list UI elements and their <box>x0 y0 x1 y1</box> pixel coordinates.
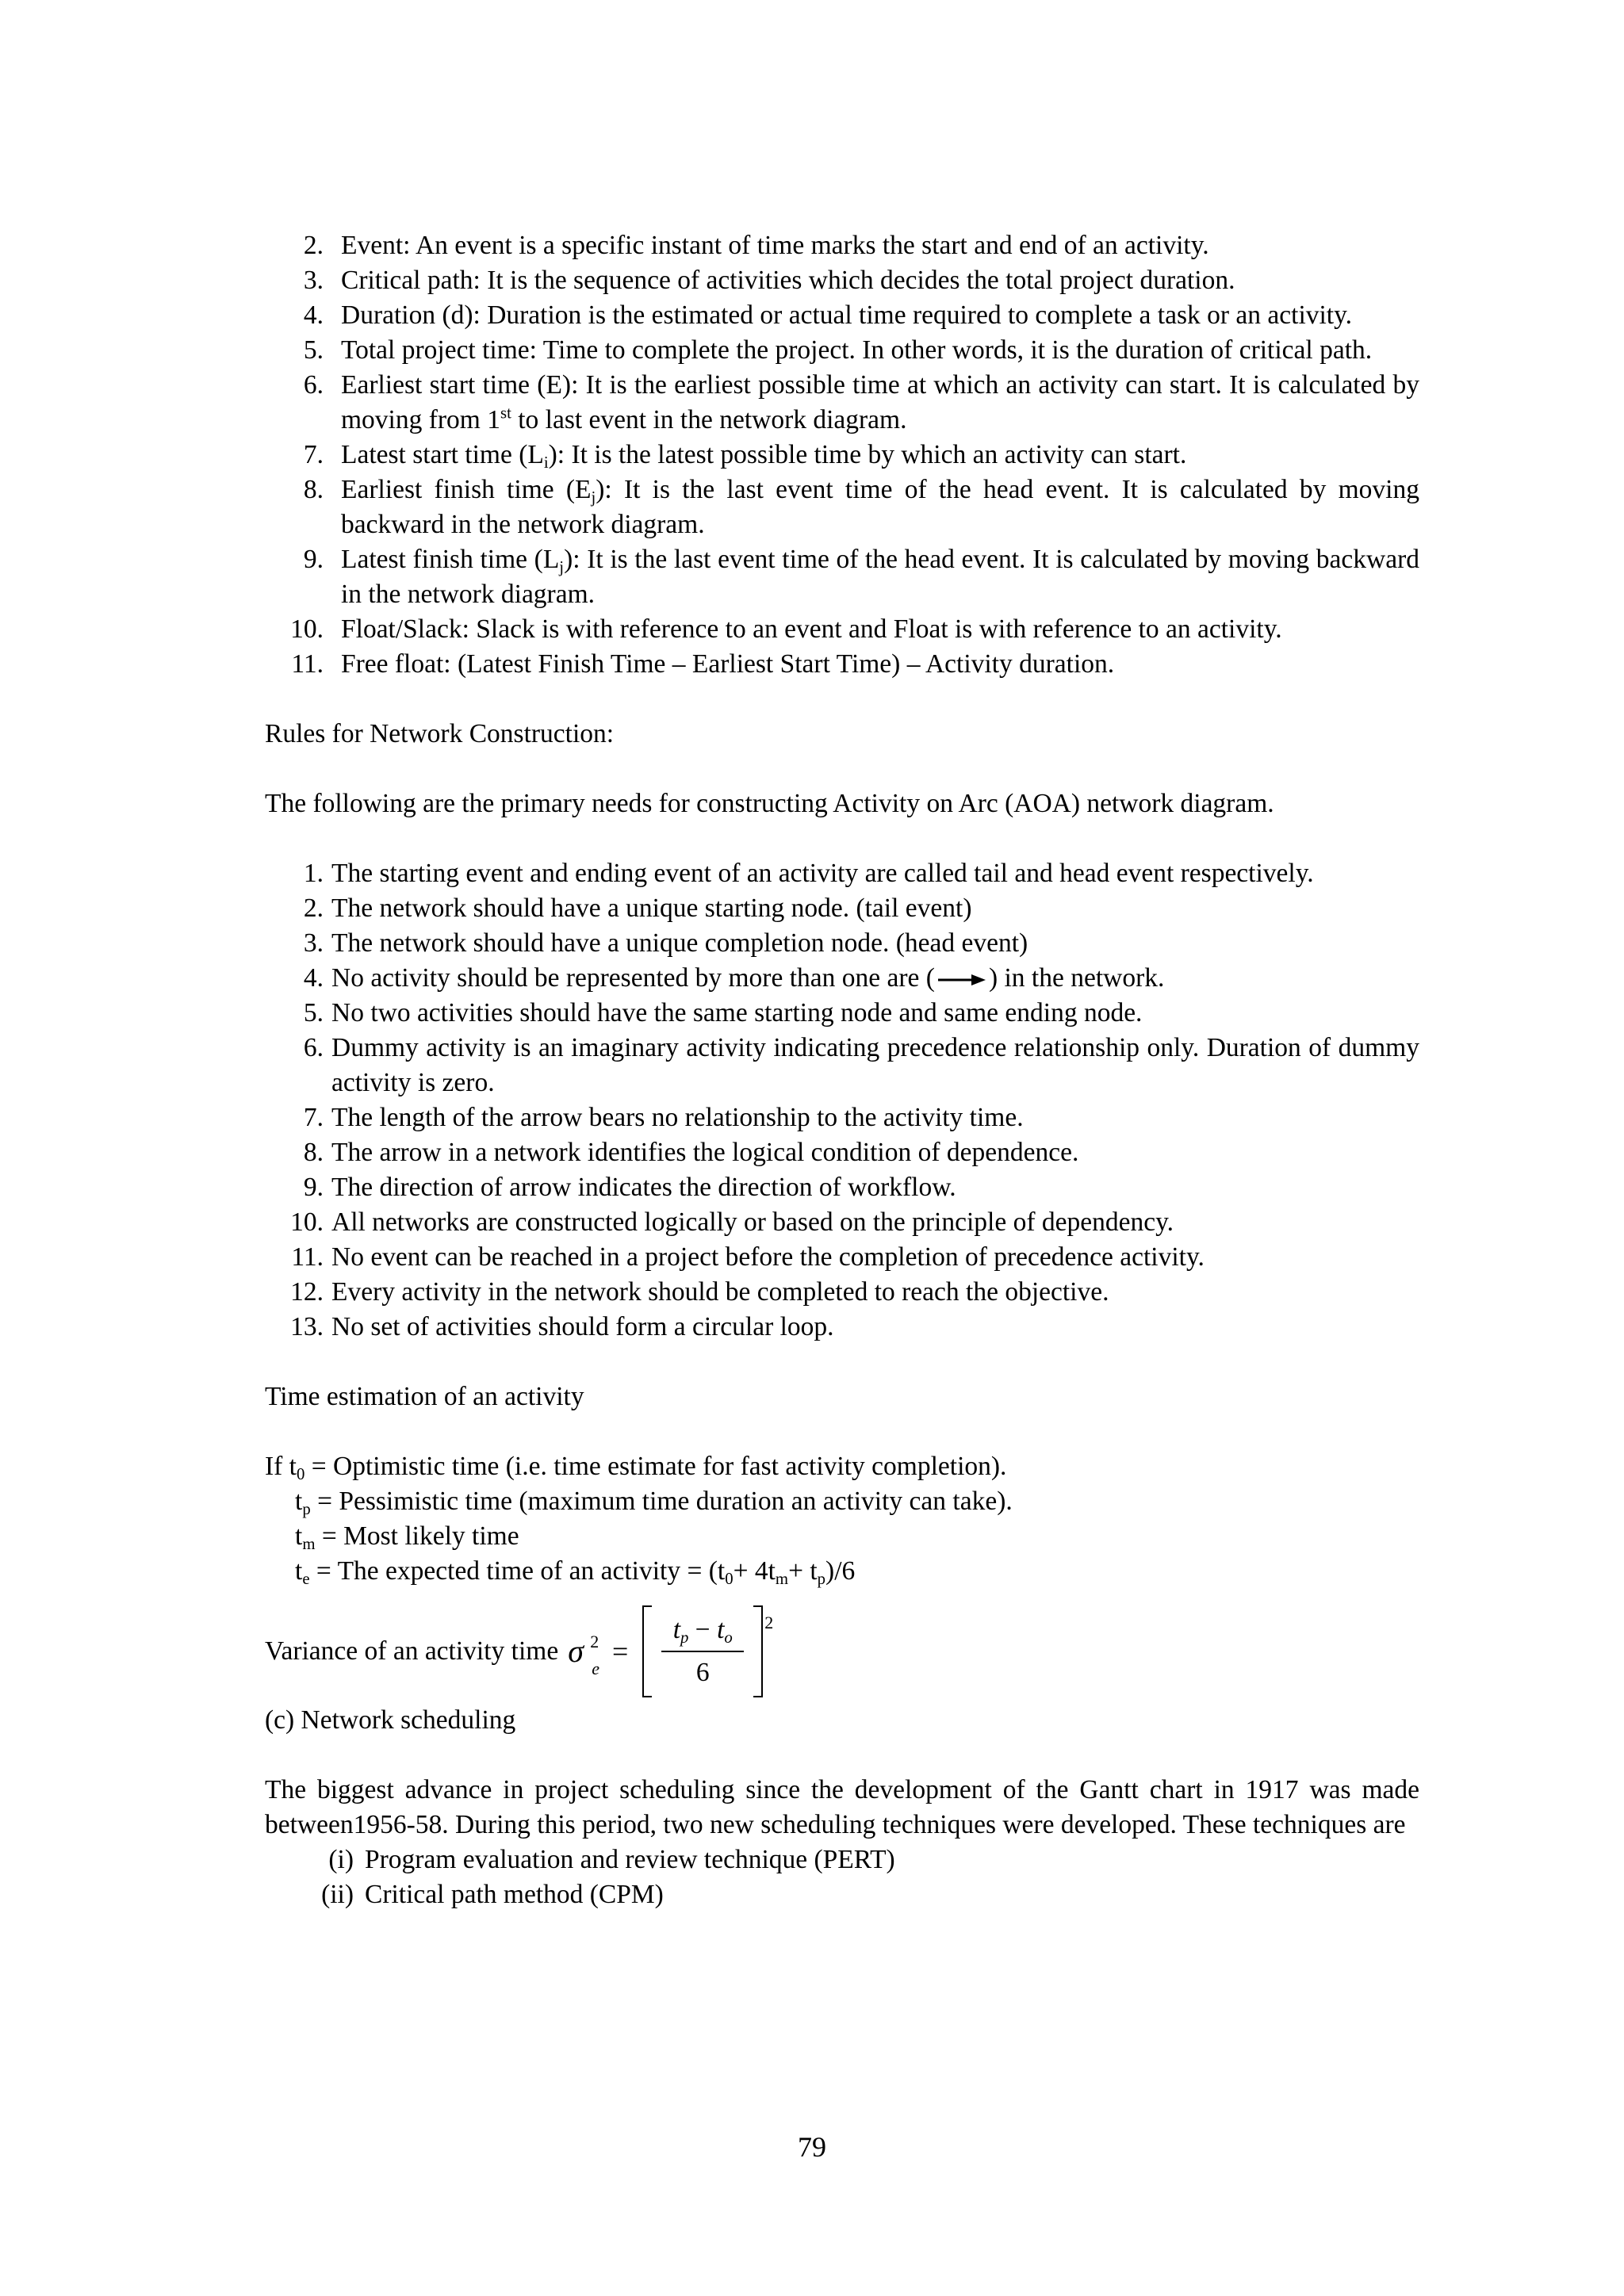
subscript: j <box>559 557 565 576</box>
text-part: = Pessimistic time (maximum time duration an activity can take). <box>310 1487 1013 1516</box>
subscript: p <box>680 1628 689 1647</box>
item-text: All networks are constructed logically or based on the principle of dependency. <box>331 1207 1174 1237</box>
item-text: No event can be reached in a project before the completion of precedence activity. <box>331 1242 1205 1272</box>
subscript: o <box>724 1628 733 1647</box>
item-number: 4. <box>303 300 324 330</box>
fraction-numerator <box>668 1613 737 1647</box>
item-text <box>324 438 1419 473</box>
pessimistic-line <box>265 1484 1419 1519</box>
item-number: 11. <box>291 1242 324 1272</box>
text-part: + t <box>788 1556 818 1586</box>
item-number: 2. <box>303 894 324 923</box>
text-part: Earliest start time (E): It is the earliest possible time at which an activity can start. It is calculated by moving from 1 <box>341 370 1419 434</box>
subscript: m <box>302 1534 316 1553</box>
item-text: No two activities should have the same starting node and same ending node. <box>331 998 1143 1027</box>
fraction-bar <box>661 1651 744 1652</box>
superscript: st <box>500 404 511 423</box>
item-text: Every activity in the network should be completed to reach the objective. <box>331 1277 1109 1307</box>
item-text: Free float: (Latest Finish Time – Earliest Start Time) – Activity duration. <box>341 649 1115 679</box>
scheduling-paragraph: The biggest advance in project scheduling since the development of the Gantt chart in 1917 was made between1956-58. During this period, two new scheduling techniques were developed. These techniques are <box>265 1775 1419 1839</box>
text-part: ) in the network. <box>988 963 1165 993</box>
list-item <box>265 228 1419 263</box>
item-text: Program evaluation and review technique (PERT) <box>365 1845 895 1874</box>
list-item <box>265 612 1419 647</box>
item-number: 11. <box>291 649 324 679</box>
subscript: m <box>775 1569 789 1588</box>
text-part: ): It is the latest possible time by which an activity can start. <box>548 440 1187 469</box>
subscript: p <box>302 1499 311 1518</box>
spacer <box>265 1414 1419 1449</box>
time-definitions <box>265 1449 1419 1589</box>
text-part: Latest finish time (L <box>341 545 560 574</box>
item-number: 1. <box>303 859 324 888</box>
item-text: Duration (d): Duration is the estimated or actual time required to complete a task or an activity. <box>341 300 1353 330</box>
item-number: 4. <box>303 963 324 993</box>
item-text: Total project time: Time to complete the project. In other words, it is the duration of critical path. <box>341 335 1373 365</box>
item-number: 5. <box>303 998 324 1027</box>
definitions-list <box>265 228 1419 682</box>
list-item <box>265 856 1419 891</box>
expected-time-line <box>265 1554 1419 1589</box>
list-item <box>265 1031 1419 1100</box>
text-part: t <box>295 1521 303 1551</box>
item-text <box>324 542 1419 612</box>
item-number: 6. <box>303 370 324 400</box>
item-number: 5. <box>303 335 324 365</box>
subscript: p <box>817 1569 826 1588</box>
page-body <box>265 228 1419 1912</box>
item-text: The direction of arrow indicates the direction of workflow. <box>331 1173 956 1202</box>
list-item <box>265 1275 1419 1310</box>
superscript: 2 <box>590 1632 599 1651</box>
item-text: The length of the arrow bears no relationship to the activity time. <box>331 1103 1024 1132</box>
text-part: t <box>295 1487 303 1516</box>
item-text: The network should have a unique starting node. (tail event) <box>331 894 972 923</box>
list-item <box>265 473 1419 542</box>
spacer <box>265 1738 1419 1773</box>
item-text: Critical path: It is the sequence of activities which decides the total project duration. <box>341 266 1235 295</box>
spacer <box>265 821 1419 856</box>
list-item <box>265 438 1419 473</box>
item-number: 10. <box>290 614 324 644</box>
item-number: 10. <box>290 1207 324 1237</box>
list-item <box>265 891 1419 926</box>
item-text: No set of activities should form a circular loop. <box>331 1312 834 1341</box>
text-part: to last event in the network diagram. <box>511 405 907 434</box>
subscript: e <box>302 1569 310 1588</box>
text-part: = Most likely time <box>315 1521 519 1551</box>
text-part: t <box>295 1556 303 1586</box>
list-item <box>265 368 1419 438</box>
subscript: 0 <box>725 1569 733 1588</box>
list-item <box>265 1170 1419 1205</box>
item-text <box>324 368 1419 438</box>
subscript: i <box>543 453 549 472</box>
item-number: 12. <box>290 1277 324 1307</box>
list-item <box>265 333 1419 368</box>
text-part: ): It is the last event time of the head event. It is calculated by moving backward in the network diagram. <box>341 545 1420 609</box>
list-item <box>265 1100 1419 1135</box>
list-item <box>265 1877 1419 1912</box>
variance-formula-row <box>265 1600 1419 1703</box>
list-item <box>265 1240 1419 1275</box>
list-item <box>265 263 1419 298</box>
text-part: + 4t <box>733 1556 776 1586</box>
list-item <box>265 1135 1419 1170</box>
item-text <box>324 473 1419 542</box>
list-item <box>265 926 1419 961</box>
item-text: Critical path method (CPM) <box>365 1880 664 1909</box>
bracketed-fraction <box>642 1605 763 1697</box>
rules-heading: Rules for Network Construction: <box>265 719 615 748</box>
text-part: = The expected time of an activity = (t <box>309 1556 726 1586</box>
variance-formula <box>568 1605 773 1697</box>
item-number: 9. <box>303 1173 324 1202</box>
item-text: Float/Slack: Slack is with reference to an event and Float is with reference to an activity. <box>341 614 1282 644</box>
text-part: = Optimistic time (i.e. time estimate for fast activity completion). <box>304 1452 1007 1481</box>
sigma-char: σ <box>568 1633 584 1669</box>
minus-sign: − <box>688 1615 718 1644</box>
subscript: j <box>591 488 596 507</box>
time-heading: Time estimation of an activity <box>265 1382 584 1411</box>
fraction-denominator: 6 <box>695 1658 710 1687</box>
item-text: The starting event and ending event of an activity are called tail and head event respectively. <box>331 859 1314 888</box>
text-part: No activity should be represented by more than one are ( <box>331 963 935 993</box>
rules-intro: The following are the primary needs for constructing Activity on Arc (AOA) network diagram. <box>265 789 1274 818</box>
arrow-icon <box>936 972 987 988</box>
list-item <box>265 996 1419 1031</box>
text-part: )/6 <box>825 1556 856 1586</box>
most-likely-line <box>265 1519 1419 1554</box>
spacer <box>265 752 1419 786</box>
list-item <box>265 1310 1419 1345</box>
section-heading: (c) Network scheduling <box>265 1705 516 1735</box>
equals-sign: = <box>611 1636 629 1667</box>
item-text: Dummy activity is an imaginary activity indicating precedence relationship only. Duration of dummy activity is zero. <box>331 1033 1419 1097</box>
subscript: e <box>592 1659 599 1678</box>
item-number: 8. <box>303 475 324 504</box>
spacer <box>265 682 1419 717</box>
item-number: 3. <box>303 928 324 958</box>
rules-list <box>265 856 1419 1345</box>
item-number: 8. <box>303 1138 324 1167</box>
optimistic-line <box>265 1449 1419 1484</box>
text-part: t <box>672 1615 681 1644</box>
item-number: 9. <box>303 545 324 574</box>
item-text <box>324 961 1419 996</box>
item-number: 7. <box>303 440 324 469</box>
item-text: The network should have a unique completion node. (head event) <box>331 928 1028 958</box>
text-part: t <box>717 1615 725 1644</box>
item-number: 2. <box>303 231 324 260</box>
item-text: Event: An event is a specific instant of time marks the start and end of an activity. <box>341 231 1209 260</box>
list-item <box>265 647 1419 682</box>
text-part: ): It is the last event time of the head event. It is calculated by moving backward in the network diagram. <box>341 475 1419 539</box>
power-exponent: 2 <box>764 1613 774 1632</box>
list-item <box>265 298 1419 333</box>
item-text: The arrow in a network identifies the logical condition of dependence. <box>331 1138 1079 1167</box>
text-part: If t <box>265 1452 297 1481</box>
item-number: (i) <box>328 1845 354 1874</box>
subscript: 0 <box>297 1464 305 1483</box>
techniques-list <box>265 1843 1419 1912</box>
item-number: 13. <box>290 1312 324 1341</box>
variance-label: Variance of an activity time <box>265 1636 559 1666</box>
spacer <box>265 1345 1419 1380</box>
list-item <box>265 542 1419 612</box>
page-number: 79 <box>798 2131 826 2163</box>
item-number: (ii) <box>321 1880 354 1909</box>
sigma-symbol <box>568 1632 599 1678</box>
text-part: Latest start time (L <box>341 440 544 469</box>
text-part: Earliest finish time (E <box>341 475 592 504</box>
list-item <box>265 1843 1419 1877</box>
item-number: 7. <box>303 1103 324 1132</box>
list-item <box>265 961 1419 996</box>
item-number: 6. <box>303 1033 324 1062</box>
list-item <box>265 1205 1419 1240</box>
item-number: 3. <box>303 266 324 295</box>
